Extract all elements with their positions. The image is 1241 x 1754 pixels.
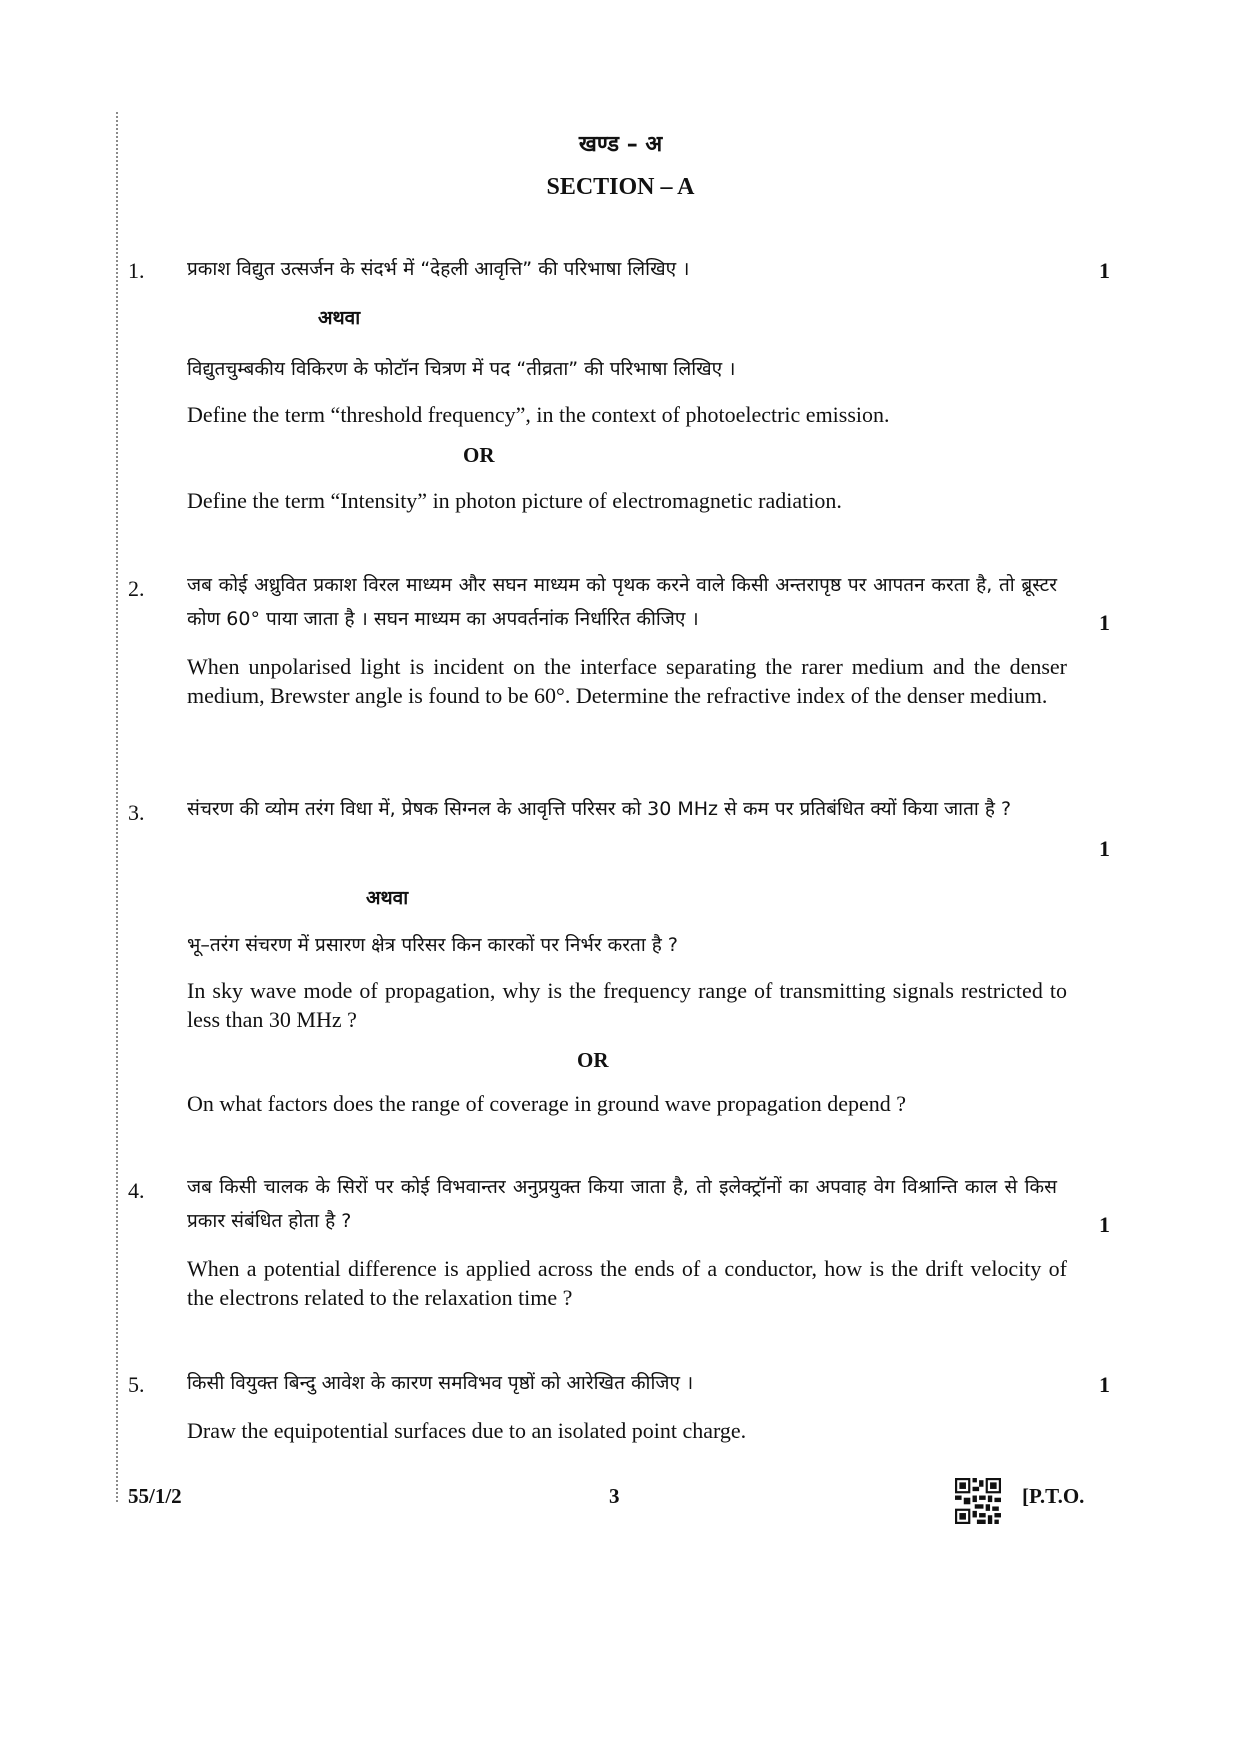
question-text-english: Draw the equipotential surfaces due to an isolated point charge. xyxy=(187,1418,747,1443)
section-title-english: SECTION – A xyxy=(546,174,695,200)
question-text-english: When a potential difference is applied across the ends of a conductor, how is the drift velocity of the electrons related to the relaxation time ? xyxy=(187,1256,1067,1310)
question-text-hindi: किसी वियुक्त बिन्दु आवेश के कारण समविभव पृष्ठों को आरेखित कीजिए । xyxy=(187,1372,694,1394)
page-number: 3 xyxy=(609,1484,620,1508)
question-marks: 1 xyxy=(1099,610,1110,635)
question-text-english: When unpolarised light is incident on the interface separating the rarer medium and the denser medium, Brewster angle is found to be 60°. Determine the refractive index of the denser medium. xyxy=(187,654,1067,708)
question-alt-text-hindi: भू–तरंग संचरण में प्रसारण क्षेत्र परिसर किन कारकों पर निर्भर करता है ? xyxy=(187,934,679,956)
pto-label: [P.T.O. xyxy=(1022,1484,1085,1508)
question-number: 3. xyxy=(128,800,145,825)
or-label-hindi: अथवा xyxy=(366,887,409,909)
question-text-hindi: प्रकाश विद्युत उत्सर्जन के संदर्भ में “देहली आवृत्ति” की परिभाषा लिखिए । xyxy=(187,258,690,280)
question-alt-text-english: On what factors does the range of coverage in ground wave propagation depend ? xyxy=(187,1091,907,1116)
question-text-english: Define the term “threshold frequency”, in the context of photoelectric emission. xyxy=(187,402,890,427)
section-title-hindi: खण्ड – अ xyxy=(578,132,663,157)
or-label-hindi: अथवा xyxy=(318,307,361,329)
question-marks: 1 xyxy=(1099,1372,1110,1397)
question-marks: 1 xyxy=(1099,1212,1110,1237)
qr-code-icon xyxy=(955,1478,1001,1524)
question-text-hindi: जब किसी चालक के सिरों पर कोई विभवान्तर अनुप्रयुक्त किया जाता है, तो इलेक्ट्रॉनों का अपवाह वेग विश्रान्ति काल से किस प्रकार संबंधित होता है ? xyxy=(187,1176,1057,1232)
or-label-english: OR xyxy=(577,1048,609,1072)
question-text-english: In sky wave mode of propagation, why is the frequency range of transmitting signals restricted to less than 30 MHz ? xyxy=(187,978,1067,1032)
question-marks: 1 xyxy=(1099,836,1110,861)
question-alt-text-english: Define the term “Intensity” in photon picture of electromagnetic radiation. xyxy=(187,488,842,513)
question-text-hindi: संचरण की व्योम तरंग विधा में, प्रेषक सिग्नल के आवृत्ति परिसर को 30 MHz से कम पर प्रतिबंधित क्यों किया जाता है ? xyxy=(187,798,1012,820)
paper-code: 55/1/2 xyxy=(128,1484,182,1508)
margin-dotted-line xyxy=(116,112,118,1502)
question-alt-text-hindi: विद्युतचुम्बकीय विकिरण के फोटॉन चित्रण में पद “तीव्रता” की परिभाषा लिखिए । xyxy=(187,358,736,380)
question-text-hindi: जब कोई अध्रुवित प्रकाश विरल माध्यम और सघन माध्यम को पृथक करने वाले किसी अन्तरापृष्ठ पर आपतन करता है, तो ब्रूस्टर कोण 60° पाया जाता है । सघन माध्यम का अपवर्तनांक निर्धारित कीजिए । xyxy=(187,574,1057,630)
question-number: 4. xyxy=(128,1178,145,1203)
question-number: 1. xyxy=(128,258,145,283)
question-number: 5. xyxy=(128,1372,145,1397)
or-label-english: OR xyxy=(463,443,495,467)
question-marks: 1 xyxy=(1099,258,1110,283)
question-number: 2. xyxy=(128,576,145,601)
